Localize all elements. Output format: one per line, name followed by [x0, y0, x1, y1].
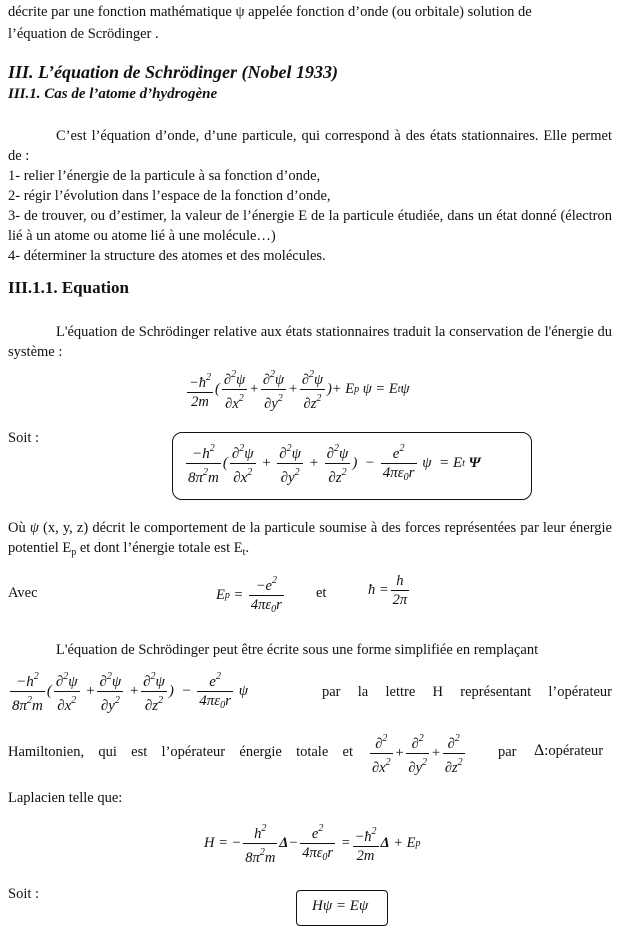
equation-schrodinger-hbar: $-ħ^2$ 2m ( ∂$^2$ψ $\partial x^2$ + $\frac{\partial^2\psi}{\partial y^2}$ + $\frac{\partial^2\psi}{\partial z^2}$ )+ E p ψ = E t ψ — [185, 366, 409, 413]
equation-hamiltonian: H = − $\frac{h^2}{8\pi^2m}$ Δ − $\frac{e^2}{4\pi\varepsilon_0r}$ = $\frac{-ħ^2}{2m}$ Δ + E p — [204, 820, 421, 867]
intro-line-1: décrite par une fonction mathématique ψ appelée fonction d’onde (ou orbitale) solution de — [8, 4, 532, 20]
paragraph-hamiltonian: Hamiltonien, qui est l’opérateur énergie totale et — [8, 744, 353, 760]
equation-hbar: ħ = $\frac{h}{2\pi}$ — [368, 573, 408, 608]
equation-operator-expression: $-h^2$ $8\pi^2m$ ( ∂$^2$ψ $\partial x^2$ + $\frac{\partial^2\psi}{\partial y^2}$ + $\frac{\partial^2\psi}{\partial z^2}$ ) − $\frac{e^2}{4\pi\varepsilon_0r}$ ψ — [8, 668, 248, 715]
label-avec: Avec — [8, 585, 38, 601]
heading-equation: III.1.1. Equation — [8, 278, 129, 297]
label-et: et — [316, 585, 327, 601]
paragraph-psi-description: Où ψ (x, y, z) décrit le comportement de la particule soumise à des forces représentées par leur énergie potentiel $E_p$ et dont l’énergie totale est $E_t$. — [8, 520, 612, 558]
paragraph-simplified-form: L'équation de Schrödinger peut être écrite sous une forme simplifiée en remplaçant — [56, 642, 539, 658]
label-soit: Soit : — [8, 430, 40, 446]
paragraph-intro-equation: C’est l’équation d’onde, d’une particule, qui correspond à des états stationnaires. Elle permet de : — [8, 128, 612, 164]
equation-laplacian-operator: ∂$^2$ $\partial x^2$ + $\frac{\partial^2}{\partial y^2}$ + $\frac{\partial^2}{\partial z^2}$ — [368, 730, 467, 777]
paragraph-delta-operator: Δ:opérateur — [534, 742, 604, 759]
list-item: 1- relier l’énergie de la particule à sa fonction d’onde, — [8, 168, 321, 184]
paragraph-schrodinger: L'équation de Schrödinger relative aux états stationnaires traduit la conservation de l'énergie du système : — [8, 324, 612, 360]
list-item: 4- déterminer la structure des atomes et des molécules. — [8, 248, 326, 264]
list-item: 2- régir l’évolution dans l’espace de la fonction d’onde, — [8, 188, 331, 204]
equation-schrodinger-boxed: $-h^2$ $8\pi^2m$ ( ∂$^2$ψ $\partial x^2$ + $\frac{\partial^2\psi}{\partial y^2}$ + $\frac{\partial^2\psi}{\partial z^2}$ ) − $\frac{e^2}{4\pi\varepsilon_0r}$ ψ = E t Ψ — [184, 440, 481, 487]
label-soit: Soit : — [8, 886, 40, 902]
paragraph-par: par — [498, 744, 517, 760]
equation-schrodinger-compact: Hψ = Eψ — [312, 898, 369, 914]
intro-line-2: l’équation de Scrödinger . — [8, 26, 159, 42]
heading-subsection-3-1: III.1. Cas de l’atome d’hydrogène — [8, 86, 218, 102]
list-item: 3- de trouver, ou d’estimer, la valeur de l’énergie E de la particule étudiée, dans un état donné (électron lié à un atome ou atome lié à une molécule…) — [8, 208, 612, 244]
paragraph-operator-h: par la lettre H représentant l’opérateur — [322, 684, 612, 700]
heading-section-3: III. L’équation de Schrödinger (Nobel 1933) — [8, 62, 339, 82]
equation-potential-energy: E p = $\frac{-e^2}{4\pi\varepsilon_0r}$ — [216, 572, 286, 619]
paragraph-laplacien: Laplacien telle que: — [8, 790, 123, 806]
